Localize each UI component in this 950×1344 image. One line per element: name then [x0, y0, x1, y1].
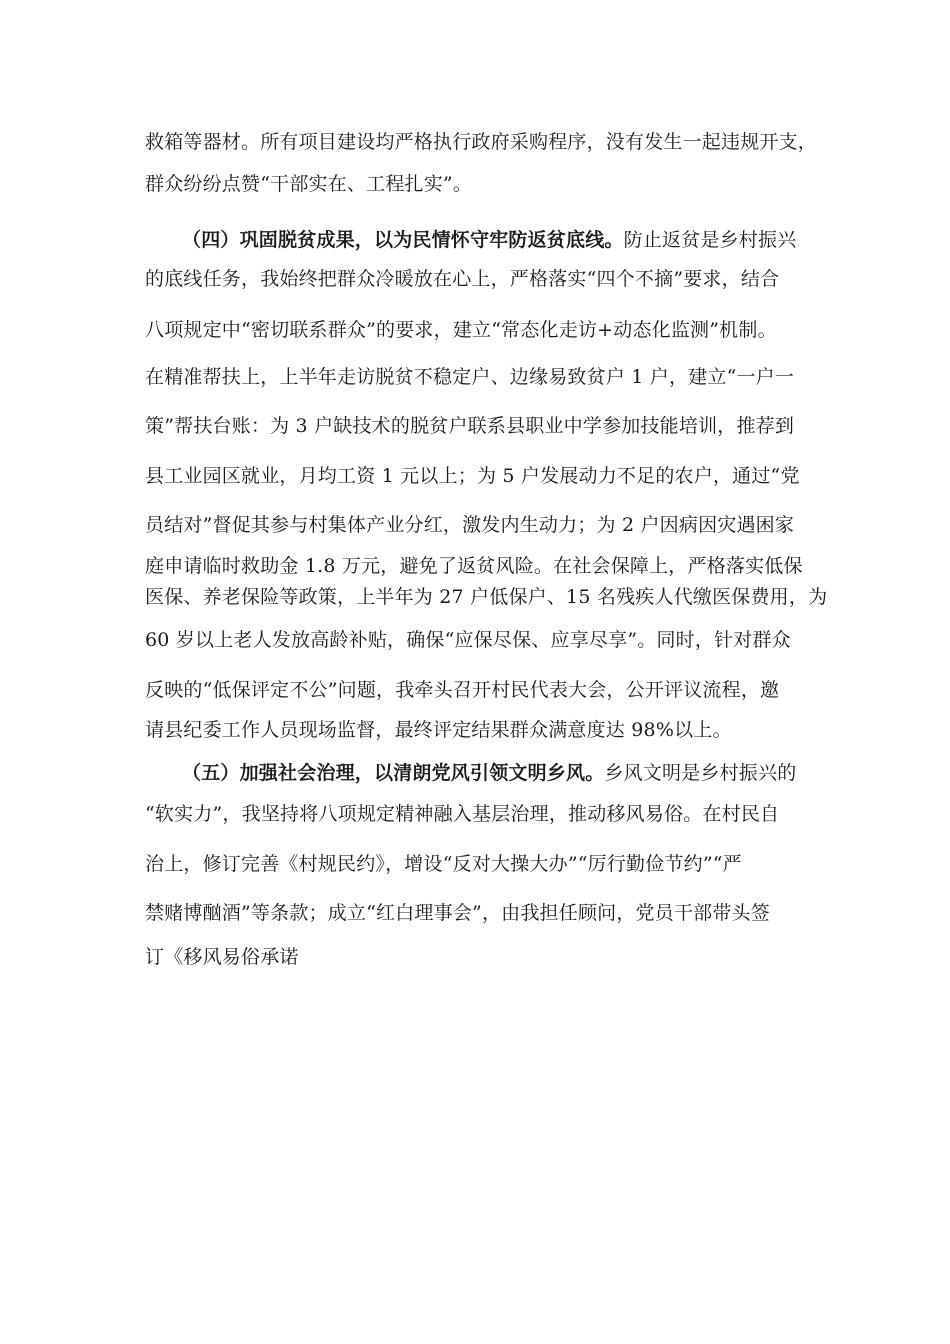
- paragraph-line: 禁赌博酗酒”等条款；成立“红白理事会”，由我担任顾问，党员干部带头签: [145, 902, 770, 924]
- section-heading-five: [182, 760, 825, 786]
- paragraph-line: 反映的“低保评定不公”问题，我牵头召开村民代表大会，公开评议流程，邀: [145, 679, 780, 701]
- paragraph-text: 乡风文明是乡村振兴的: [604, 762, 797, 784]
- paragraph-line: “软实力”，我坚持将八项规定精神融入基层治理，推动移风易俗。在村民自: [145, 803, 780, 825]
- paragraph-line: 群众纷纷点赞“干部实在、工程扎实”。: [145, 173, 473, 195]
- paragraph-line: 八项规定中“密切联系群众”的要求，建立“常态化走访+动态化监测”机制。: [145, 319, 777, 341]
- paragraph-text: 防止返贫是乡村振兴: [623, 229, 797, 251]
- paragraph-line: 救箱等器材。所有项目建设均严格执行政府采购程序，没有发生一起违规开支，: [145, 131, 818, 153]
- section-four-title: （四）巩固脱贫成果，以为民情怀守牢防返贫底线。: [182, 229, 624, 251]
- paragraph-line: 订《移风易俗承诺: [145, 946, 299, 968]
- paragraph-line: 的底线任务，我始终把群众冷暖放在心上，严格落实“四个不摘”要求，结合: [145, 268, 780, 290]
- paragraph-line: 在精准帮扶上，上半年走访脱贫不稳定户、边缘易致贫户 1 户，建立“一户一: [145, 366, 795, 388]
- paragraph-line: 治上，修订完善《村规民约》，增设“反对大操大办”“厉行勤俭节约”“严: [145, 853, 742, 875]
- paragraph-line: 县工业园区就业，月均工资 1 元以上；为 5 户发展动力不足的农户，通过“党: [145, 465, 800, 487]
- section-five-title: （五）加强社会治理，以清朗党风引领文明乡风。: [182, 762, 605, 784]
- section-heading-four: [182, 227, 825, 253]
- paragraph-line: 员结对”督促其参与村集体产业分红，激发内生动力；为 2 户因病因灾遇困家: [145, 514, 795, 536]
- paragraph-line: 60 岁以上老人发放高龄补贴，确保“应保尽保、应享尽享”。同时，针对群众: [145, 629, 791, 651]
- paragraph-line: 医保、养老保险等政策，上半年为 27 户低保户、15 名残疾人代缴医保费用，为: [145, 586, 828, 608]
- paragraph-line: 庭申请临时救助金 1.8 万元，避免了返贫风险。在社会保障上，严格落实低保: [145, 555, 803, 577]
- paragraph-line: 策”帮扶台账：为 3 户缺技术的脱贫户联系县职业中学参加技能培训，推荐到: [145, 415, 795, 437]
- paragraph-line: 请县纪委工作人员现场监督，最终评定结果群众满意度达 98%以上。: [145, 719, 732, 741]
